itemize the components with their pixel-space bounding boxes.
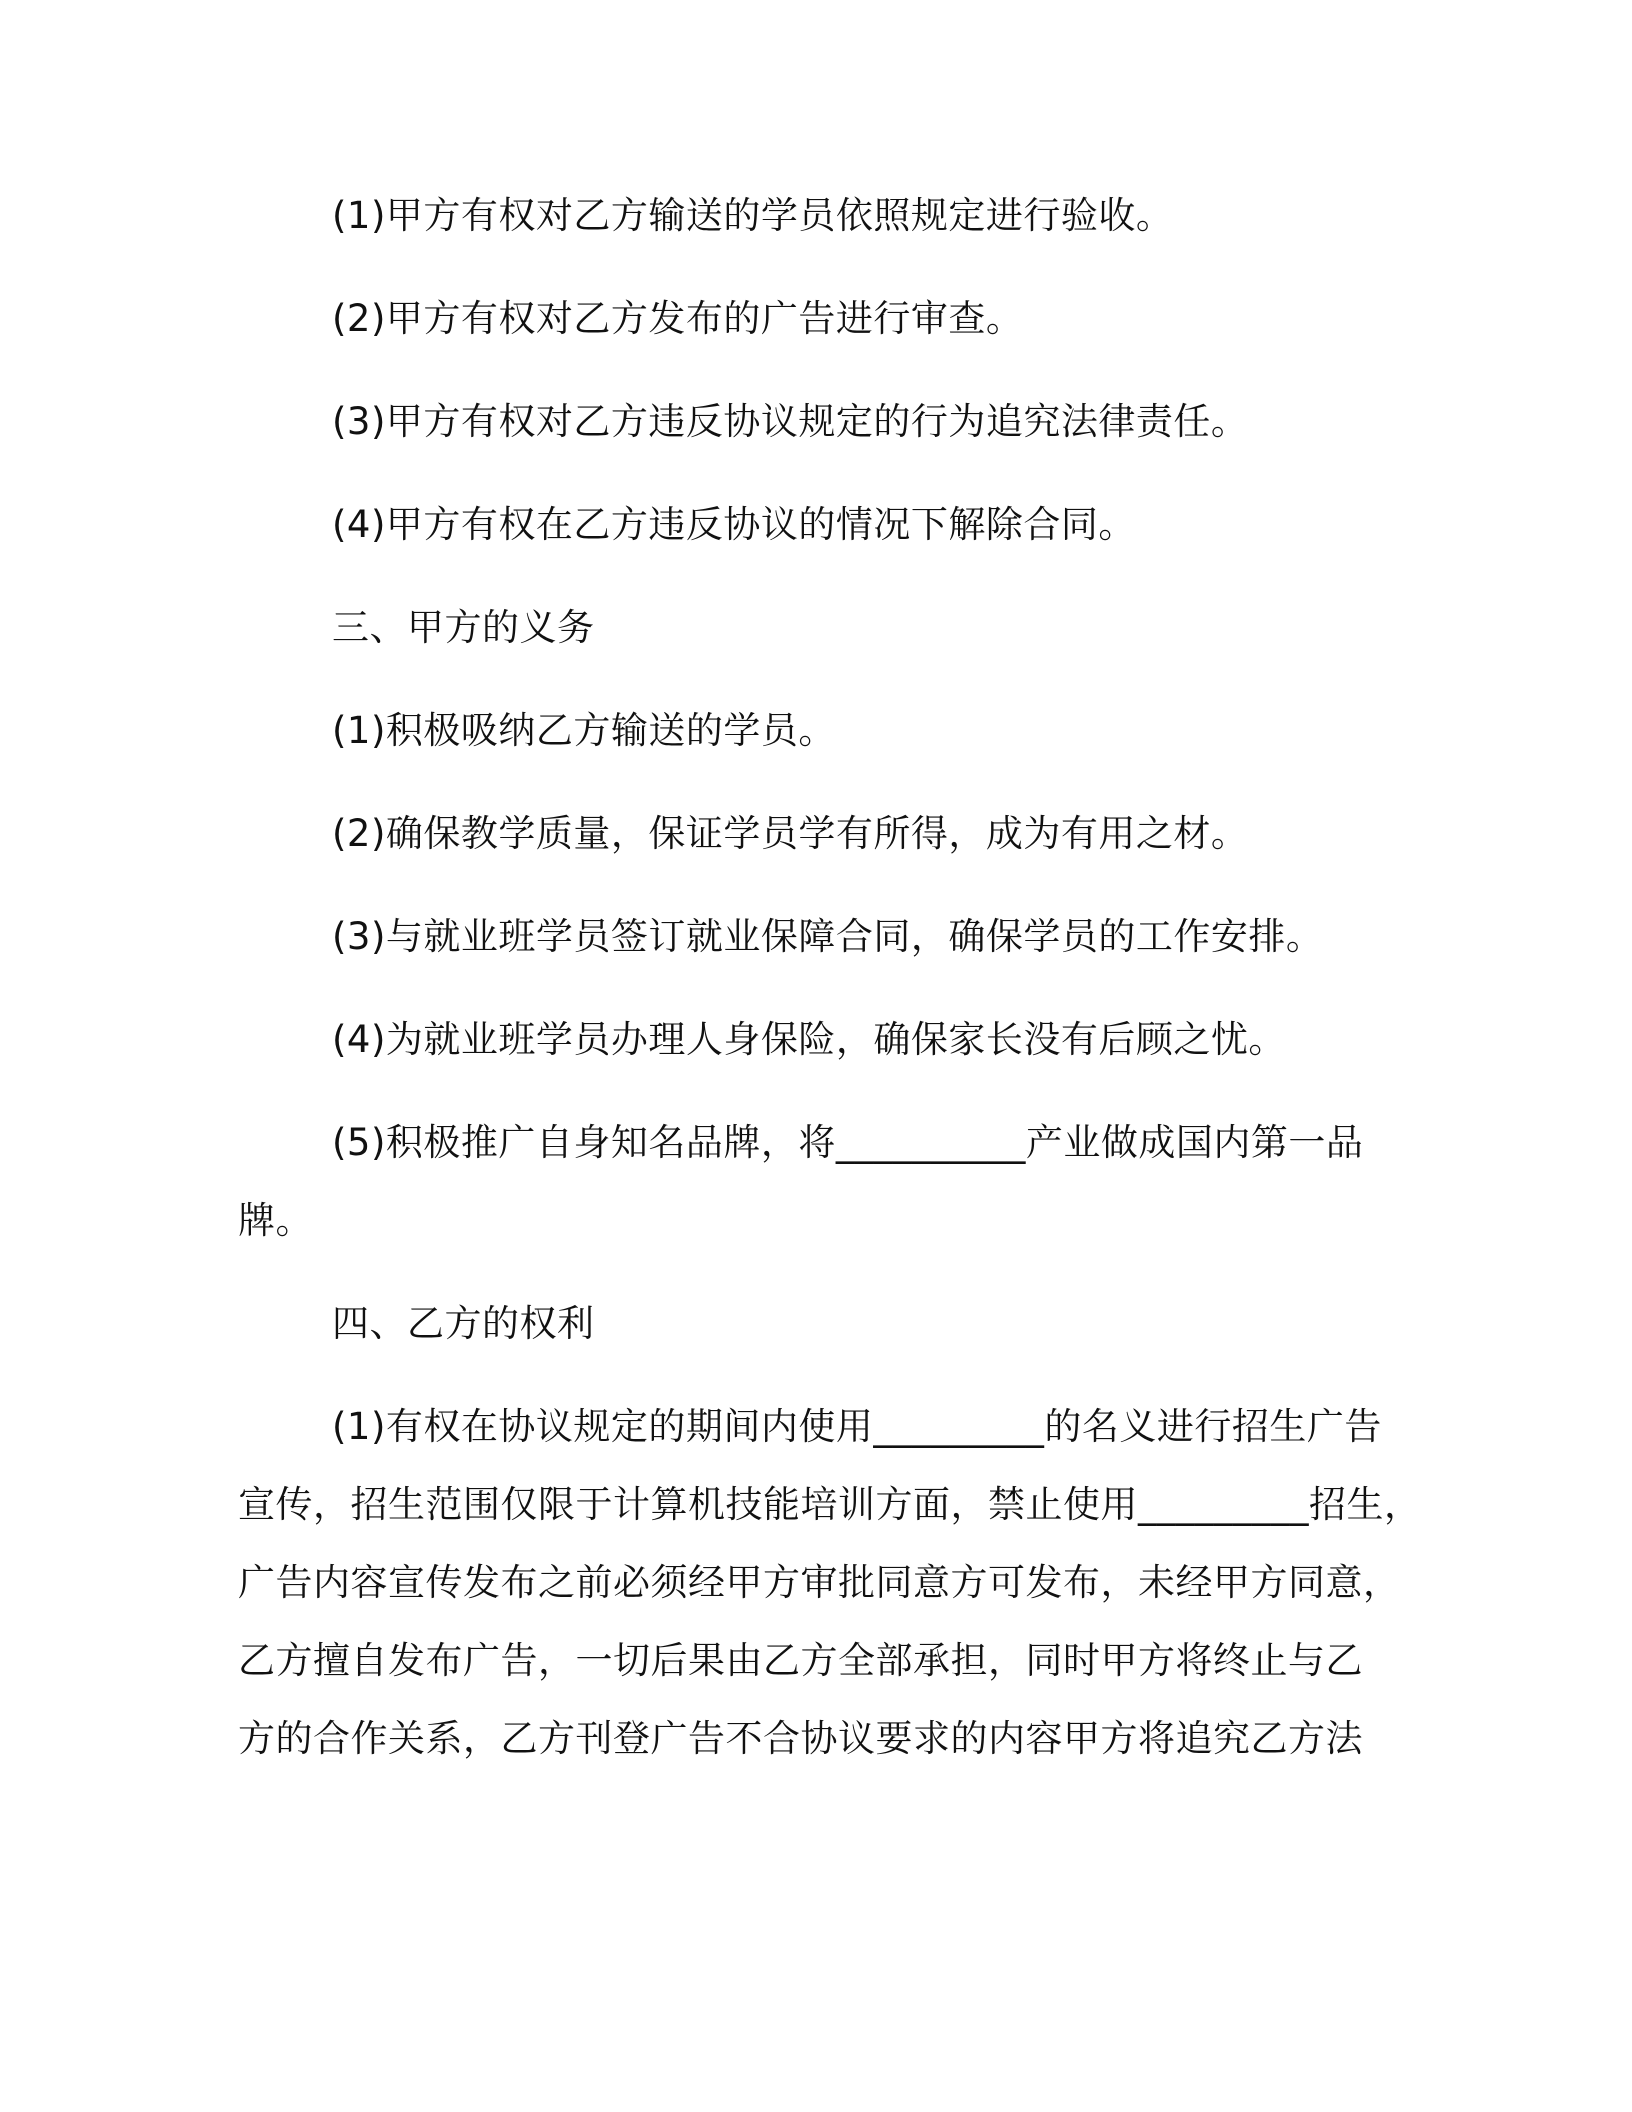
clause-party-b-right-1: (1)有权在协议规定的期间内使用_________的名义进行招生广告 bbox=[332, 1405, 1382, 1448]
clause-party-a-duty-3: (3)与就业班学员签订就业保障合同，确保学员的工作安排。 bbox=[332, 915, 1324, 958]
section-heading-party-b-rights: 四、乙方的权利 bbox=[332, 1302, 595, 1345]
section-heading-party-a-duties: 三、甲方的义务 bbox=[332, 606, 595, 649]
clause-party-a-duty-5-continued: 牌。 bbox=[238, 1199, 313, 1242]
clause-party-a-right-2: (2)甲方有权对乙方发布的广告进行审查。 bbox=[332, 297, 1024, 340]
clause-party-b-right-1-line-5: 方的合作关系，乙方刊登广告不合协议要求的内容甲方将追究乙方法 bbox=[238, 1717, 1363, 1760]
clause-party-a-right-3: (3)甲方有权对乙方违反协议规定的行为追究法律责任。 bbox=[332, 400, 1249, 443]
clause-party-b-right-1-line-2: 宣传，招生范围仅限于计算机技能培训方面，禁止使用_________招生， bbox=[238, 1483, 1422, 1526]
clause-party-a-duty-2: (2)确保教学质量，保证学员学有所得，成为有用之材。 bbox=[332, 812, 1249, 855]
clause-party-a-duty-1: (1)积极吸纳乙方输送的学员。 bbox=[332, 709, 836, 752]
clause-party-a-duty-5: (5)积极推广自身知名品牌，将__________产业做成国内第一品 bbox=[332, 1121, 1364, 1164]
clause-party-a-duty-4: (4)为就业班学员办理人身保险，确保家长没有后顾之忧。 bbox=[332, 1018, 1286, 1061]
clause-party-a-right-4: (4)甲方有权在乙方违反协议的情况下解除合同。 bbox=[332, 503, 1136, 546]
clause-party-b-right-1-line-4: 乙方擅自发布广告，一切后果由乙方全部承担，同时甲方将终止与乙 bbox=[238, 1639, 1363, 1682]
clause-party-a-right-1: (1)甲方有权对乙方输送的学员依照规定进行验收。 bbox=[332, 194, 1174, 237]
clause-party-b-right-1-line-3: 广告内容宣传发布之前必须经甲方审批同意方可发布，未经甲方同意， bbox=[238, 1561, 1401, 1604]
